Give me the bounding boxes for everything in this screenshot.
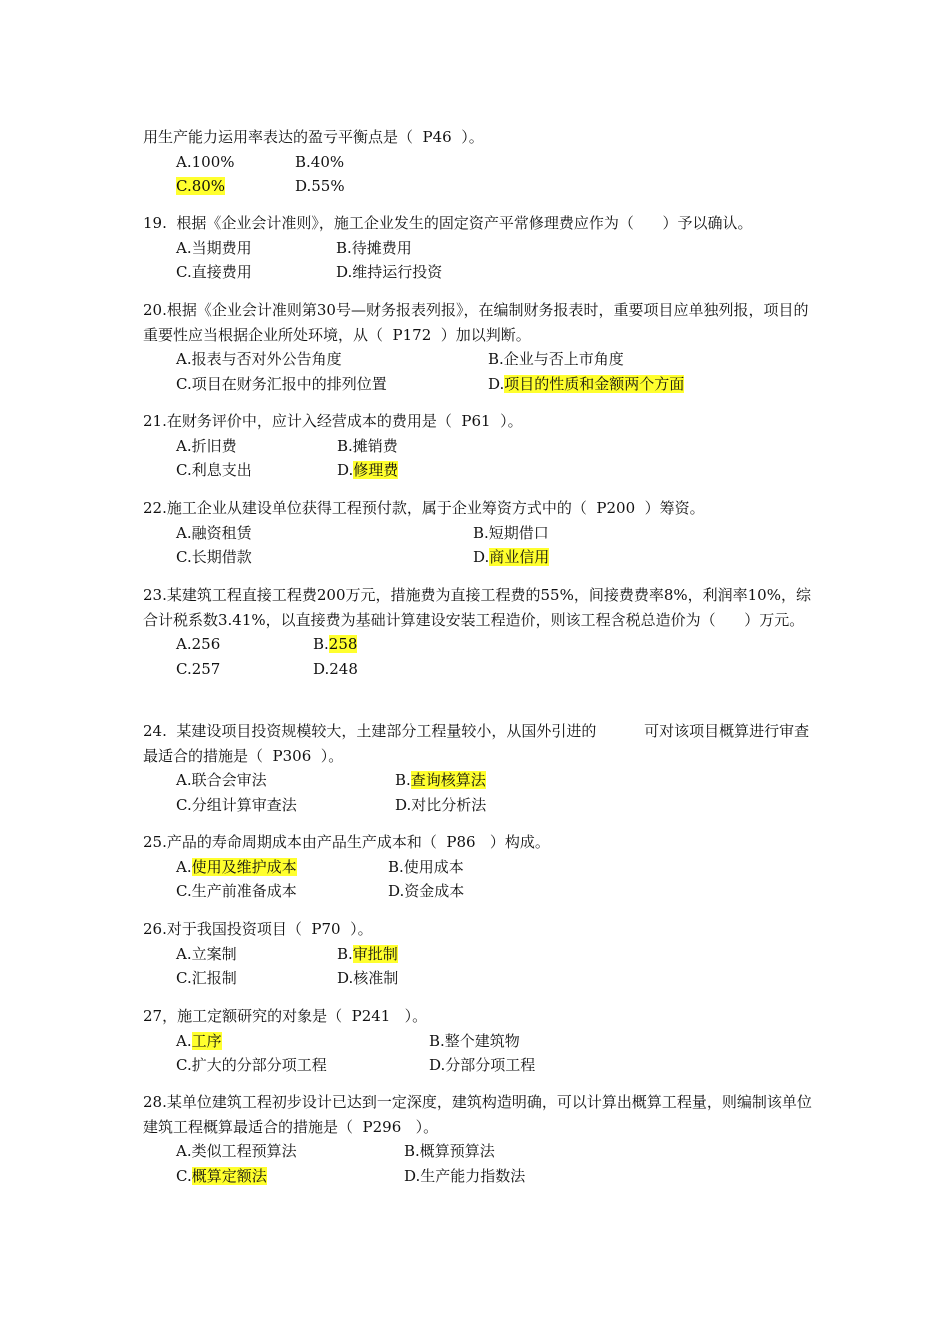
question-stem: 26.对于我国投资项目（ P70 ）。 [143,920,373,938]
option-letter: A. [176,350,192,368]
option-letter: A. [176,771,192,789]
option-letter: A. [176,523,192,542]
answer-option [337,942,398,967]
option-row [143,347,813,372]
option-text: 40% [310,152,345,171]
option-letter: C. [176,795,192,814]
answer-option [488,347,624,372]
option-text: 生产能力指数法 [420,1166,526,1185]
option-text: 100% [191,152,235,171]
option-text: 短期借口 [488,523,549,542]
option-letter: B. [337,436,353,455]
option-text: 查询核算法 [410,771,486,789]
option-letter: A. [176,1031,192,1050]
option-text: 核准制 [353,969,399,987]
option-row [143,458,813,483]
answer-option [295,174,345,199]
answer-option [395,793,486,818]
answer-option [176,545,252,570]
question-block [143,409,813,483]
answer-option [176,372,387,397]
option-row [143,942,813,967]
option-text: 使用成本 [403,857,464,876]
question-stem: 23.某建筑工程直接工程费200万元，措施费为直接工程费的55%，间接费费率8%，利润率10%，综合计税系数3.41%，以直接费为基础计算建设安装工程造价，则该工程含税总造价为（ ）万元。 [143,586,811,629]
option-text: 257 [191,659,221,678]
option-row [143,879,813,904]
question-stem: 27，施工定额研究的对象是（ P241 ）。 [143,1007,428,1025]
option-row [143,768,813,793]
option-row [143,1164,813,1189]
answer-option [176,793,297,818]
answer-option [336,260,442,285]
option-text: 利息支出 [191,461,252,479]
option-text: 概算预算法 [419,1142,495,1160]
option-letter: B. [337,944,353,963]
question-block [143,917,813,991]
option-text: 立案制 [191,944,237,963]
option-row [143,632,813,657]
option-text: 维持运行投资 [352,263,443,281]
question-block [143,583,813,681]
option-letter: B. [295,152,311,171]
answer-option [176,260,252,285]
answer-option [295,150,344,175]
option-letter: A. [176,152,192,171]
answer-option [176,942,237,967]
option-row [143,372,813,397]
option-letter: A. [176,944,192,963]
option-text: 扩大的分部分项工程 [191,1056,327,1074]
option-row [143,260,813,285]
answer-option [176,347,342,372]
option-text: 长期借款 [191,548,252,566]
option-text: 直接费用 [191,263,252,281]
option-text: 联合会审法 [191,771,267,789]
option-text: 当期费用 [191,238,252,257]
option-text: 项目在财务汇报中的排列位置 [191,374,387,393]
option-letter: A. [176,1142,192,1160]
question-block [143,1090,813,1188]
answer-option [473,545,549,570]
answer-option [176,1029,222,1054]
option-letter: D. [388,882,405,900]
answer-option [176,632,220,657]
option-letter: D. [395,795,412,814]
option-row [143,966,813,991]
question-stem: 20.根据《企业会计准则第30号—财务报表列报》，在编制财务报表时，重要项目应单独列报，项目的重要性应当根据企业所处环境，从（ P172 ）加以判断。 [143,301,809,344]
option-text: 融资租赁 [191,523,252,542]
option-letter: A. [176,238,192,257]
option-letter: B. [404,1142,420,1160]
question-stem: 28.某单位建筑工程初步设计已达到一定深度，建筑构造明确，可以计算出概算工程量，则编制该单位建筑工程概算最适合的措施是（ P296 ）。 [143,1093,812,1136]
option-letter: B. [388,857,404,876]
option-row [143,1029,813,1054]
option-letter: C. [176,461,192,479]
option-letter: B. [395,771,411,789]
option-text: 审批制 [352,944,398,963]
option-text: 类似工程预算法 [191,1142,297,1160]
answer-option [176,657,220,682]
answer-option [176,174,225,199]
option-text: 折旧费 [191,436,237,455]
option-text: 256 [191,635,221,653]
option-letter: C. [176,374,192,393]
option-letter: B. [488,350,504,368]
option-row [143,793,813,818]
option-text: 商业信用 [489,548,550,566]
option-row [143,174,813,199]
option-letter: D. [429,1056,446,1074]
option-letter: C. [176,177,192,195]
option-letter: D. [473,548,490,566]
question-block [143,125,813,199]
option-letter: C. [176,969,192,987]
answer-option [176,855,297,880]
option-row [143,1053,813,1078]
option-row [143,150,813,175]
option-row [143,434,813,459]
option-text: 使用及维护成本 [191,857,297,876]
question-block [143,496,813,570]
question-block [143,211,813,285]
option-letter: B. [313,635,329,653]
answer-option [473,521,549,546]
question-stem: 24. 某建设项目投资规模较大，土建部分工程量较小，从国外引进的 可对该项目概算进行审查最适合的措施是（ P306 ）。 [143,722,810,765]
option-letter: C. [176,263,192,281]
answer-option [337,966,398,991]
answer-option [176,966,237,991]
question-stem: 21.在财务评价中，应计入经营成本的费用是（ P61 ）。 [143,412,523,430]
answer-option [176,150,235,175]
answer-option [395,768,486,793]
option-text: 258 [328,635,358,653]
option-row [143,521,813,546]
answer-option [337,434,398,459]
question-stem: 用生产能力运用率表达的盈亏平衡点是（ P46 ）。 [143,128,484,146]
option-text: 55% [311,177,345,195]
answer-option [404,1164,525,1189]
answer-option [176,768,267,793]
option-text: 企业与否上市角度 [503,350,624,368]
answer-option [336,236,412,261]
answer-option [176,236,252,261]
answer-option [176,1053,327,1078]
option-letter: C. [176,659,192,678]
option-letter: D. [337,969,354,987]
answer-option [313,657,358,682]
answer-option [176,434,237,459]
answer-option [388,879,464,904]
option-letter: C. [176,882,192,900]
answer-option [176,1139,297,1164]
answer-option [429,1053,535,1078]
option-letter: B. [473,523,489,542]
option-letter: C. [176,548,192,566]
option-letter: D. [337,461,354,479]
option-letter: A. [176,635,192,653]
option-text: 汇报制 [191,969,237,987]
answer-option [176,1164,267,1189]
question-stem: 19. 根据《企业会计准则》，施工企业发生的固定资产平常修理费应作为（ ）予以确认。 [143,214,753,232]
answer-option [176,458,252,483]
option-text: 资金成本 [404,882,465,900]
option-text: 80% [191,177,226,195]
option-letter: D. [313,659,330,678]
option-text: 整个建筑物 [444,1031,520,1050]
question-block [143,1004,813,1078]
option-text: 分部分项工程 [445,1056,536,1074]
option-text: 待摊费用 [351,238,412,257]
option-text: 生产前准备成本 [191,882,297,900]
answer-option [176,879,297,904]
question-block [143,298,813,396]
option-row [143,1139,813,1164]
option-text: 对比分析法 [411,795,487,814]
answer-option [176,521,252,546]
option-letter: D. [404,1166,421,1185]
option-letter: B. [429,1031,445,1050]
question-block [143,719,813,817]
answer-option [429,1029,520,1054]
answer-option [404,1139,495,1164]
option-text: 报表与否对外公告角度 [191,350,342,368]
answer-option [313,632,357,657]
option-letter: B. [336,238,352,257]
option-text: 摊销费 [352,436,398,455]
option-letter: D. [488,374,505,393]
option-letter: A. [176,857,192,876]
answer-option [388,855,464,880]
option-row [143,236,813,261]
option-row [143,657,813,682]
answer-option [488,372,684,397]
option-row [143,545,813,570]
option-row [143,855,813,880]
option-text: 248 [329,659,358,678]
question-block [143,830,813,904]
option-letter: A. [176,436,192,455]
option-letter: C. [176,1056,192,1074]
option-text: 工序 [191,1031,222,1050]
option-text: 修理费 [353,461,399,479]
option-text: 项目的性质和金额两个方面 [504,374,685,393]
option-text: 概算定额法 [191,1166,267,1185]
option-text: 分组计算审查法 [191,795,297,814]
question-stem: 25.产品的寿命周期成本由产品生产成本和（ P86 ）构成。 [143,833,550,851]
option-letter: D. [295,177,312,195]
option-letter: D. [336,263,353,281]
option-letter: C. [176,1166,192,1185]
question-stem: 22.施工企业从建设单位获得工程预付款，属于企业筹资方式中的（ P200 ）筹资。 [143,499,705,517]
answer-option [337,458,398,483]
